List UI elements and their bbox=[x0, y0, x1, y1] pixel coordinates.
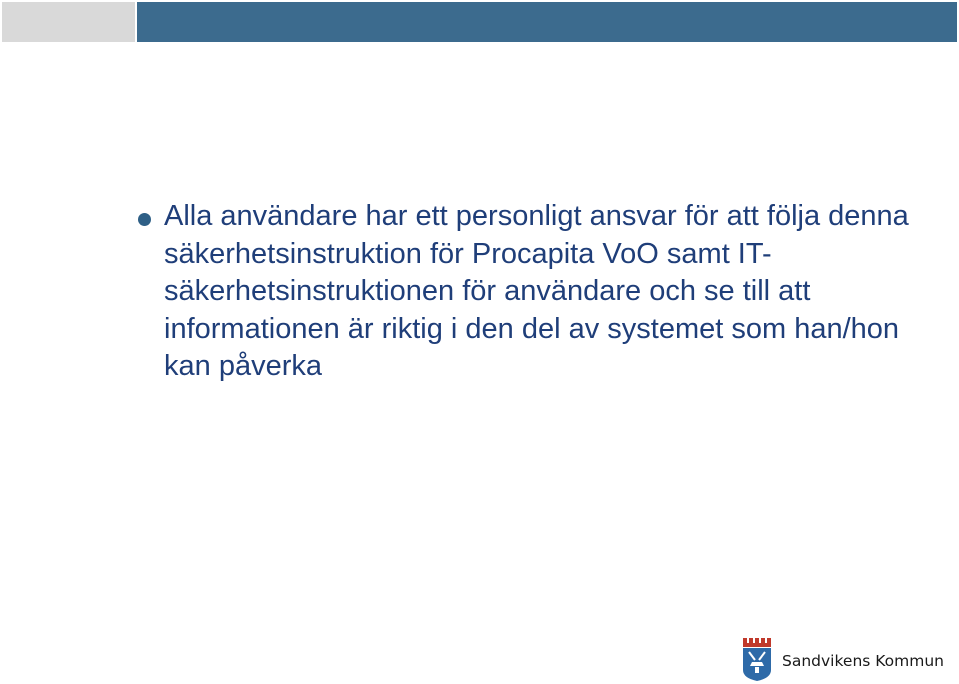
header-bar bbox=[0, 0, 959, 43]
sandvikens-kommun-logo bbox=[742, 636, 944, 682]
logo-text: Sandvikens Kommun bbox=[782, 652, 944, 670]
header-bar-gray-block bbox=[2, 2, 135, 42]
bullet-item bbox=[134, 198, 914, 386]
municipal-crest-icon bbox=[742, 636, 772, 682]
bullet-text: Alla användare har ett personligt ansvar för att följa denna säkerhetsinstruktion för Procapita VoO samt IT-säkerhetsinstruktionen för användare och se till att informationen är riktig i den del av systemet som han/hon kan påverka bbox=[164, 200, 909, 382]
bullet-dot-icon bbox=[138, 213, 151, 226]
slide-content bbox=[134, 198, 914, 386]
header-bar-blue-block bbox=[137, 2, 957, 42]
